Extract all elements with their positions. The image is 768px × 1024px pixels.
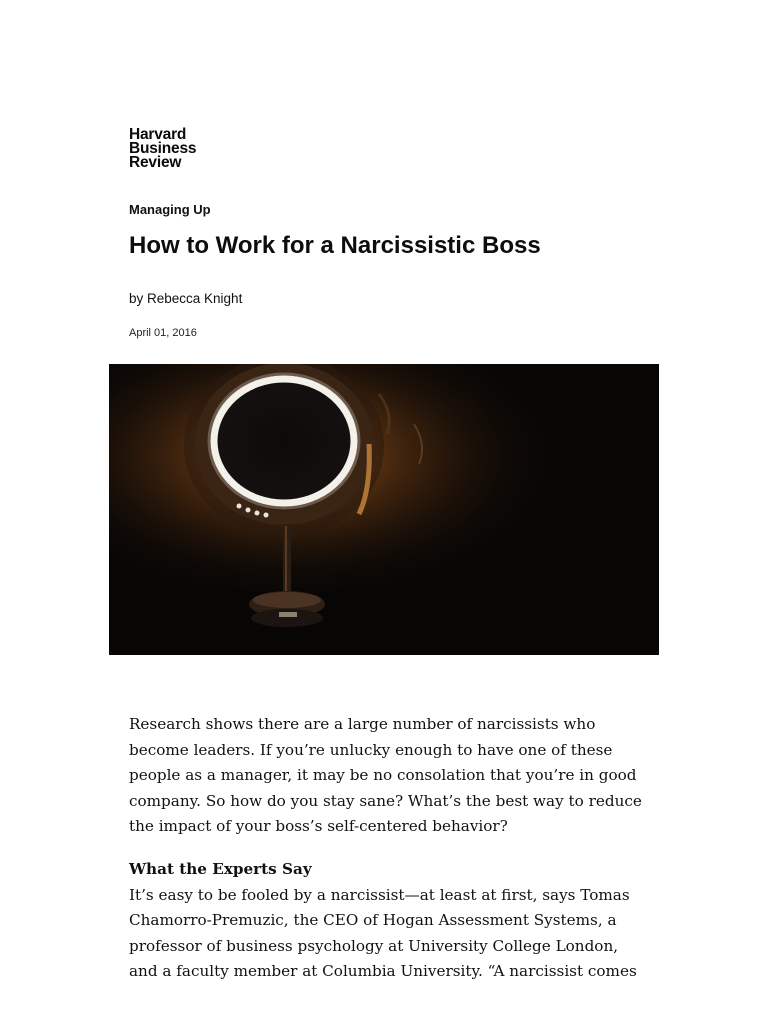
article-title: How to Work for a Narcissistic Boss (129, 232, 541, 259)
section-label[interactable]: Managing Up (129, 202, 211, 217)
article-body (129, 712, 649, 985)
body-paragraph: Research shows there are a large number of narcissists who become leaders. If you’re unlucky enough to have one of these people as a manager, it may be no consolation that you’re in good company. So how do you stay sane? What’s the best way to reduce the impact of your boss’s self-centered behavior? (129, 715, 642, 836)
hbr-logo[interactable] (129, 128, 196, 170)
publish-date: April 01, 2016 (129, 327, 197, 339)
subheading: What the Experts Say (129, 859, 312, 878)
mirror-illustration (109, 364, 659, 655)
logo-line-review: Review (129, 154, 182, 171)
author-byline[interactable]: by Rebecca Knight (129, 291, 243, 306)
logo-line-harvard: Harvard (129, 126, 187, 143)
hero-image (109, 364, 659, 655)
logo-line-business: Business (129, 140, 197, 157)
body-paragraph: It’s easy to be fooled by a narcissist—at least at first, says Tomas Chamorro-Premuzic, the CEO of Hogan Assessment Systems, a professor of business psychology at University College London, and a faculty member at Columbia University. “A narcissist comes (129, 885, 637, 981)
